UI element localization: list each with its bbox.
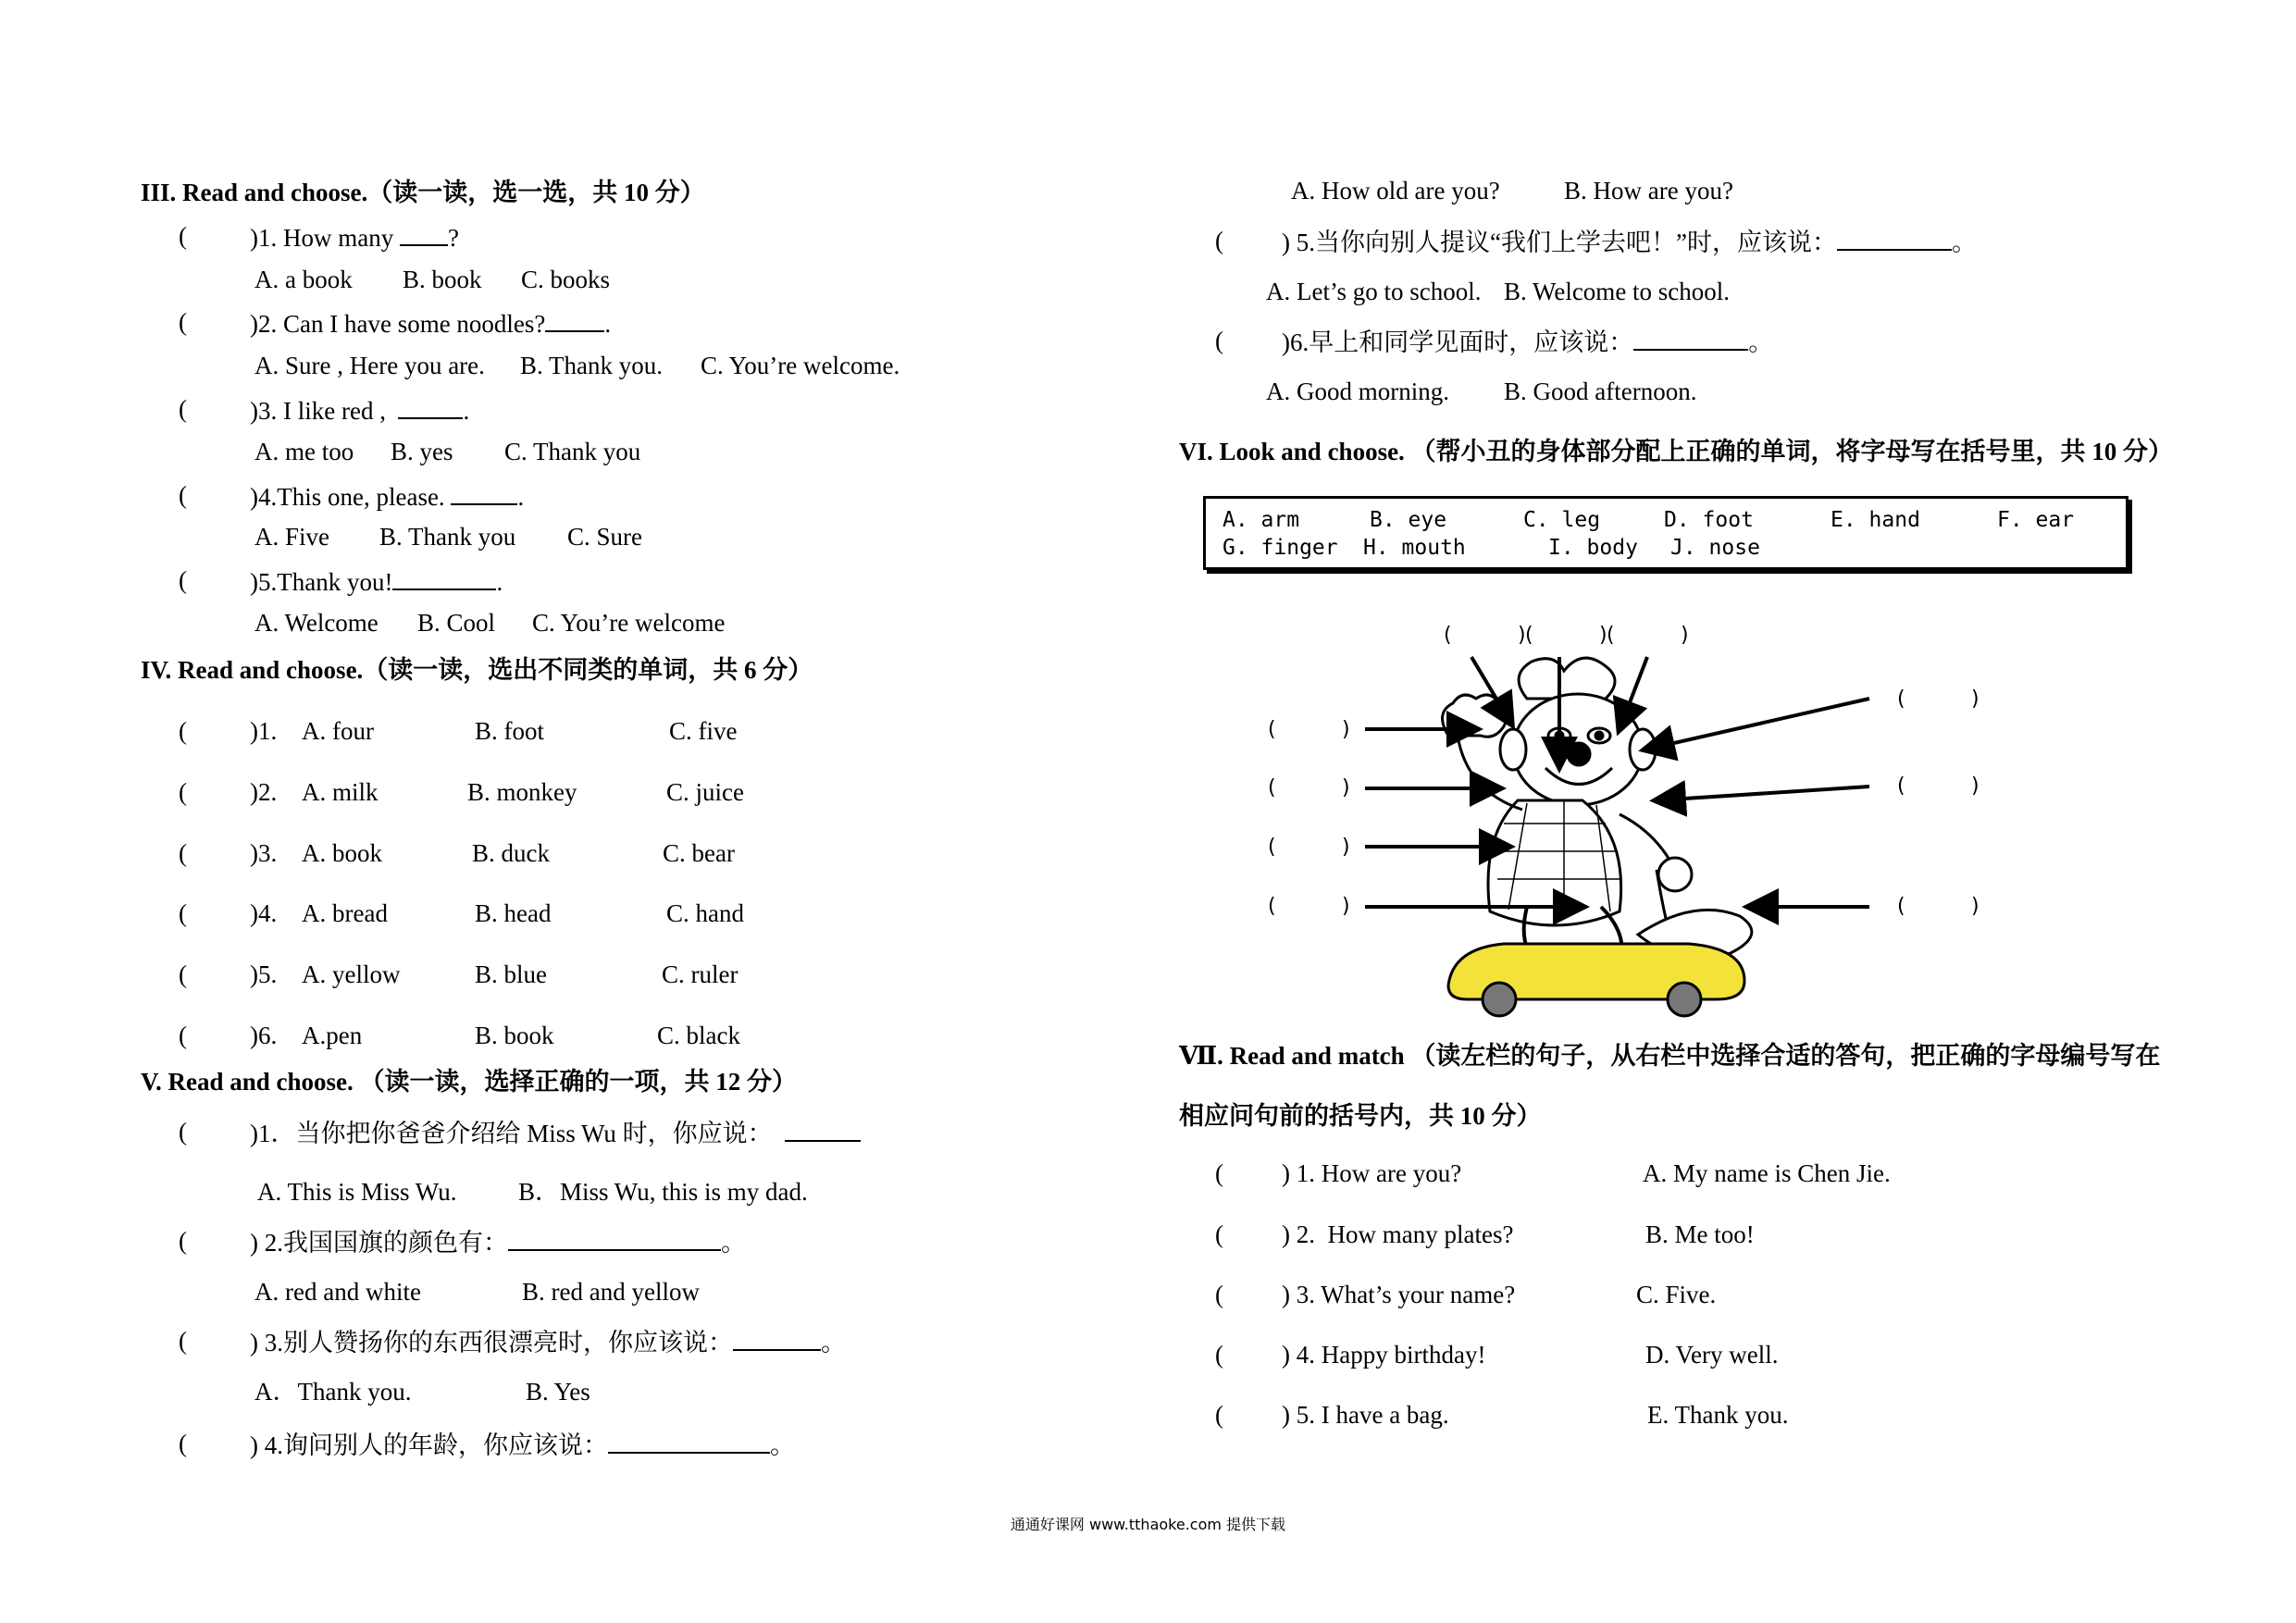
option-c: C. juice [666, 778, 744, 806]
option-b: B. Welcome to school. [1504, 278, 1731, 305]
word-nose: J. nose [1670, 536, 1760, 560]
option-b: B. Thank you [379, 523, 516, 551]
word-ear: F. ear [1997, 508, 2075, 532]
match-answer: B. Me too! [1645, 1220, 1755, 1248]
option-a: A.pen [302, 1022, 363, 1049]
section-4-heading: IV. Read and choose.（读一读，选出不同类的单词，共 6 分） [141, 656, 813, 684]
option-c: C. ruler [662, 960, 738, 988]
option-a: A. How old are you? [1291, 177, 1500, 204]
paren-top-1-r: ) [1518, 624, 1526, 647]
answer-blank[interactable] [400, 224, 448, 246]
paren-left-3-l: ( [1268, 836, 1276, 859]
option-c: C. five [669, 717, 738, 745]
word-arm: A. arm [1222, 508, 1300, 532]
answer-blank[interactable] [1837, 229, 1952, 251]
answer-paren: ( [1215, 1220, 1223, 1248]
answer-paren: ( [179, 1022, 187, 1049]
answer-paren: ( [179, 960, 187, 988]
page-footer: 通通好课网 www.tthaoke.com 提供下载 [1010, 1516, 1286, 1533]
question-3-2: )2. Can I have some noodles? . [250, 310, 612, 338]
paren-left-1-l: ( [1268, 718, 1276, 741]
option-b: B. book [475, 1022, 554, 1049]
paren-left-4-r: ) [1342, 895, 1350, 918]
option-b: B. Yes [526, 1378, 590, 1406]
paren-left-3-r: ) [1342, 836, 1350, 859]
match-question: ) 1. How are you? [1282, 1159, 1462, 1187]
option-b: B．Miss Wu, this is my dad. [518, 1178, 808, 1206]
match-question: ) 4. Happy birthday! [1282, 1341, 1486, 1369]
section-5-heading: V. Read and choose. （读一读，选择正确的一项，共 12 分） [141, 1068, 798, 1096]
answer-paren: ( [179, 1227, 187, 1255]
option-a: A. four [302, 717, 374, 745]
option-a: A. milk [302, 778, 379, 806]
yellow-car [1448, 944, 1744, 1016]
answer-blank[interactable] [785, 1120, 861, 1142]
paren-right-2-r: ) [1971, 774, 1980, 798]
option-c: C. You’re welcome [532, 609, 726, 637]
option-c: C. books [521, 266, 611, 293]
match-answer: E. Thank you. [1647, 1401, 1789, 1429]
question-number: )3. [250, 839, 278, 867]
question-number: )1. [250, 717, 278, 745]
answer-paren: ( [179, 566, 187, 594]
option-b: B. Thank you. [520, 352, 663, 379]
paren-left-4-l: ( [1268, 895, 1276, 918]
answer-paren: ( [179, 839, 187, 867]
paren-right-3-r: ) [1971, 895, 1980, 918]
answer-paren: ( [1215, 1401, 1223, 1429]
option-c: C. black [657, 1022, 740, 1049]
question-5-5: ) 5.当你向别人提议“我们上学去吧！”时，应该说： 。 [1282, 229, 1977, 256]
answer-blank[interactable] [733, 1329, 821, 1351]
question-number: )6. [250, 1022, 278, 1049]
option-b: B. How are you? [1564, 177, 1733, 204]
option-c: C. Thank you [504, 438, 641, 465]
paren-right-3-l: ( [1897, 895, 1905, 918]
question-5-4: ) 4.询问别人的年龄，你应该说： 。 [250, 1431, 795, 1459]
option-a: A. book [302, 839, 382, 867]
option-b: B. Cool [417, 609, 496, 637]
option-b: B. red and yellow [522, 1278, 700, 1306]
word-hand: E. hand [1831, 508, 1920, 532]
option-a: A. me too [254, 438, 354, 465]
option-b: B. book [403, 266, 482, 293]
answer-paren: ( [1215, 227, 1223, 254]
question-3-3: )3. I like red , . [250, 397, 470, 425]
option-a: A. bread [302, 899, 388, 927]
question-5-2: ) 2.我国国旗的颜色有： 。 [250, 1229, 746, 1257]
match-question: ) 5. I have a bag. [1282, 1401, 1449, 1429]
option-c: C. You’re welcome. [701, 352, 900, 379]
answer-paren: ( [179, 1430, 187, 1457]
option-a: A. Five [254, 523, 329, 551]
option-a: A. Good morning. [1266, 378, 1449, 405]
question-5-3: ) 3.别人赞扬你的东西很漂亮时，你应该说： 。 [250, 1329, 846, 1357]
paren-top-3-r: ) [1681, 624, 1689, 647]
answer-blank[interactable] [451, 483, 517, 505]
question-3-4: )4.This one, please. . [250, 483, 525, 511]
option-c: C. hand [666, 899, 744, 927]
option-b: B. head [475, 899, 552, 927]
answer-blank[interactable] [1633, 328, 1748, 351]
answer-paren: ( [179, 222, 187, 250]
question-number: )5. [250, 960, 278, 988]
paren-right-1-r: ) [1971, 688, 1980, 711]
section-3-heading: III. Read and choose.（读一读，选一选，共 10 分） [141, 179, 705, 206]
paren-right-2-l: ( [1897, 774, 1905, 798]
answer-blank[interactable] [608, 1431, 770, 1454]
option-b: B. monkey [467, 778, 577, 806]
answer-paren: ( [1215, 1159, 1223, 1187]
word-finger: G. finger [1222, 536, 1338, 560]
question-3-1: )1. How many ? [250, 224, 459, 252]
question-number: )2. [250, 778, 278, 806]
answer-paren: ( [179, 395, 187, 423]
option-a: A．Thank you. [254, 1378, 412, 1406]
option-b: B. foot [475, 717, 545, 745]
question-3-5: )5.Thank you! . [250, 568, 503, 596]
answer-paren: ( [179, 778, 187, 806]
option-a: A. Sure , Here you are. [254, 352, 485, 379]
answer-blank[interactable] [392, 568, 496, 590]
option-a: A. This is Miss Wu. [257, 1178, 457, 1206]
answer-blank[interactable] [545, 310, 604, 332]
option-b: B. Good afternoon. [1504, 378, 1697, 405]
paren-top-3-l: ( [1607, 624, 1615, 647]
paren-top-1-l: ( [1444, 624, 1452, 647]
answer-blank[interactable] [398, 397, 463, 419]
answer-paren: ( [179, 717, 187, 745]
word-eye: B. eye [1370, 508, 1447, 532]
paren-left-2-l: ( [1268, 776, 1276, 799]
clown-illustration [1249, 611, 2008, 1018]
option-a: A. Let’s go to school. [1266, 278, 1482, 305]
answer-paren: ( [179, 308, 187, 336]
answer-paren: ( [179, 481, 187, 509]
paren-top-2-l: ( [1525, 624, 1533, 647]
match-question: ) 3. What’s your name? [1282, 1281, 1516, 1308]
option-b: B. duck [472, 839, 550, 867]
option-c: C. bear [663, 839, 735, 867]
word-leg: C. leg [1523, 508, 1601, 532]
question-number: )4. [250, 899, 278, 927]
answer-paren: ( [1215, 1281, 1223, 1308]
option-a: A. Welcome [254, 609, 379, 637]
option-c: C. Sure [567, 523, 642, 551]
answer-paren: ( [1215, 327, 1223, 354]
option-a: A. red and white [254, 1278, 421, 1306]
word-bank [1203, 496, 2128, 570]
answer-blank[interactable] [508, 1229, 721, 1251]
word-mouth: H. mouth [1363, 536, 1466, 560]
section-7-heading-1: Ⅶ. Read and match （读左栏的句子，从右栏中选择合适的答句，把正确的字母编号写在 [1179, 1042, 2161, 1070]
option-a: A. yellow [302, 960, 401, 988]
paren-right-1-l: ( [1897, 688, 1905, 711]
paren-left-2-r: ) [1342, 776, 1350, 799]
word-foot: D. foot [1664, 508, 1754, 532]
option-b: B. blue [475, 960, 547, 988]
option-a: A. a book [254, 266, 353, 293]
match-answer: C. Five. [1636, 1281, 1717, 1308]
answer-paren: ( [179, 1118, 187, 1146]
match-question: ) 2. How many plates? [1282, 1220, 1514, 1248]
paren-left-1-r: ) [1342, 718, 1350, 741]
paren-top-2-r: ) [1599, 624, 1607, 647]
answer-paren: ( [179, 899, 187, 927]
word-body: I. body [1548, 536, 1638, 560]
question-5-6: )6.早上和同学见面时，应该说： 。 [1282, 328, 1774, 356]
answer-paren: ( [1215, 1341, 1223, 1369]
option-b: B. yes [391, 438, 453, 465]
question-5-1: )1．当你把你爸爸介绍给 Miss Wu 时，你应说： [250, 1120, 861, 1146]
section-6-heading: VI. Look and choose. （帮小丑的身体部分配上正确的单词，将字母写在括号里，共 10 分） [1179, 438, 2174, 465]
match-answer: D. Very well. [1645, 1341, 1779, 1369]
clown-drawing [1443, 658, 1752, 962]
answer-paren: ( [179, 1327, 187, 1355]
section-7-heading-2: 相应问句前的括号内，共 10 分） [1179, 1102, 1542, 1130]
match-answer: A. My name is Chen Jie. [1643, 1159, 1891, 1187]
